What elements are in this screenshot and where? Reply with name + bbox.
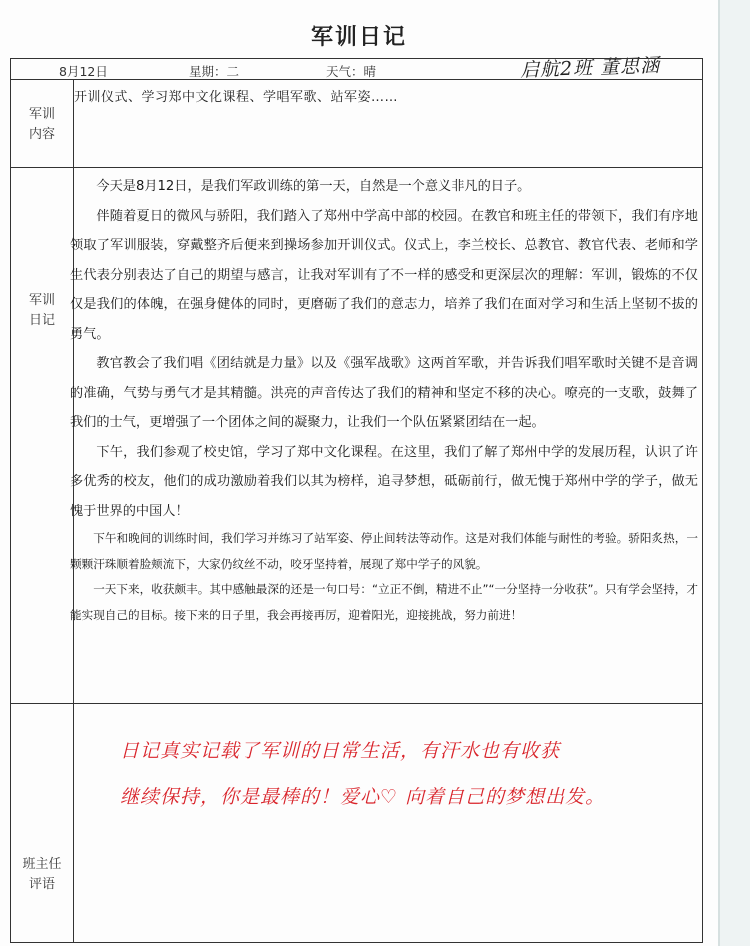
diary-paragraph: 下午，我们参观了校史馆，学习了郑中文化课程。在这里，我们了解了郑州中学的发展历程，认识了许多优秀的校友，他们的成功激励着我们以其为榜样，追寻梦想，砥砺前行，做无愧于郑州中学的学子，做无愧于世界的中国人！ xyxy=(70,444,698,519)
weekday-field: 星期：二 xyxy=(189,64,240,79)
training-content-label: 军训 内容 xyxy=(28,107,55,142)
weather-field: 天气：晴 xyxy=(326,64,377,79)
row-divider xyxy=(11,79,702,80)
teacher-comment-line: 继续保持，你是最棒的！爱心♡ 向着自己的梦想出发。 xyxy=(120,786,606,808)
teacher-comment xyxy=(120,728,680,820)
date-field: 8月12日 xyxy=(59,64,108,79)
diary-paragraph: 下午和晚间的训练时间，我们学习并练习了站军姿、停止间转法等动作。这是对我们体能与耐性的考验。骄阳炙热，一颗颗汗珠顺着脸颊流下，大家仍纹丝不动，咬牙坚持着，展现了郑中学子的风貌。 xyxy=(70,531,698,571)
row-divider xyxy=(11,703,702,704)
diary-paragraph: 一天下来，收获颇丰。其中感触最深的还是一句口号：“立正不倒，精进不止”“一分坚持一分收获”。只有学会坚持，才能实现自己的目标。接下来的日子里，我会再接再厉，迎着阳光，迎接挑战，努力前进！ xyxy=(70,582,698,622)
diary-body xyxy=(70,172,698,628)
teacher-comment-line: 日记真实记载了军训的日常生活，有汗水也有收获 xyxy=(120,740,561,762)
student-signature: 启航2班 董思涵 xyxy=(519,54,661,82)
page-title: 军训日记 xyxy=(310,25,407,50)
diary-paragraph: 伴随着夏日的微风与骄阳，我们踏入了郑州中学高中部的校园。在教官和班主任的带领下，我们有序地领取了军训服装，穿戴整齐后便来到操场参加开训仪式。仪式上，李兰校长、总教官、教官代表、老师和学生代表分别表达了自己的期望与感言，让我对军训有了不一样的感受和更深层次的理解：军训，锻炼的不仅仅是我们的体魄，在强身健体的同时，更磨砺了我们的意志力，培养了我们在面对学习和生活上坚韧不拔的勇气。 xyxy=(70,208,698,342)
page-edge xyxy=(718,0,750,946)
training-content-text: 开训仪式、学习郑中文化课程、学唱军歌、站军姿…… xyxy=(74,90,399,105)
diary-paragraph: 今天是8月12日，是我们军政训练的第一天，自然是一个意义非凡的日子。 xyxy=(96,179,531,194)
row-divider xyxy=(11,167,702,168)
teacher-comment-label: 班主任 评语 xyxy=(22,857,62,892)
training-diary-label: 军训 日记 xyxy=(28,293,55,328)
diary-paragraph: 教官教会了我们唱《团结就是力量》以及《强军战歌》这两首军歌，并告诉我们唱军歌时关键不是音调的准确，气势与勇气才是其精髓。洪亮的声音传达了我们的精神和坚定不移的决心。嘹亮的一支歌，鼓舞了我们的士气，更增强了一个团体之间的凝聚力，让我们一个队伍紧紧团结在一起。 xyxy=(70,356,698,430)
